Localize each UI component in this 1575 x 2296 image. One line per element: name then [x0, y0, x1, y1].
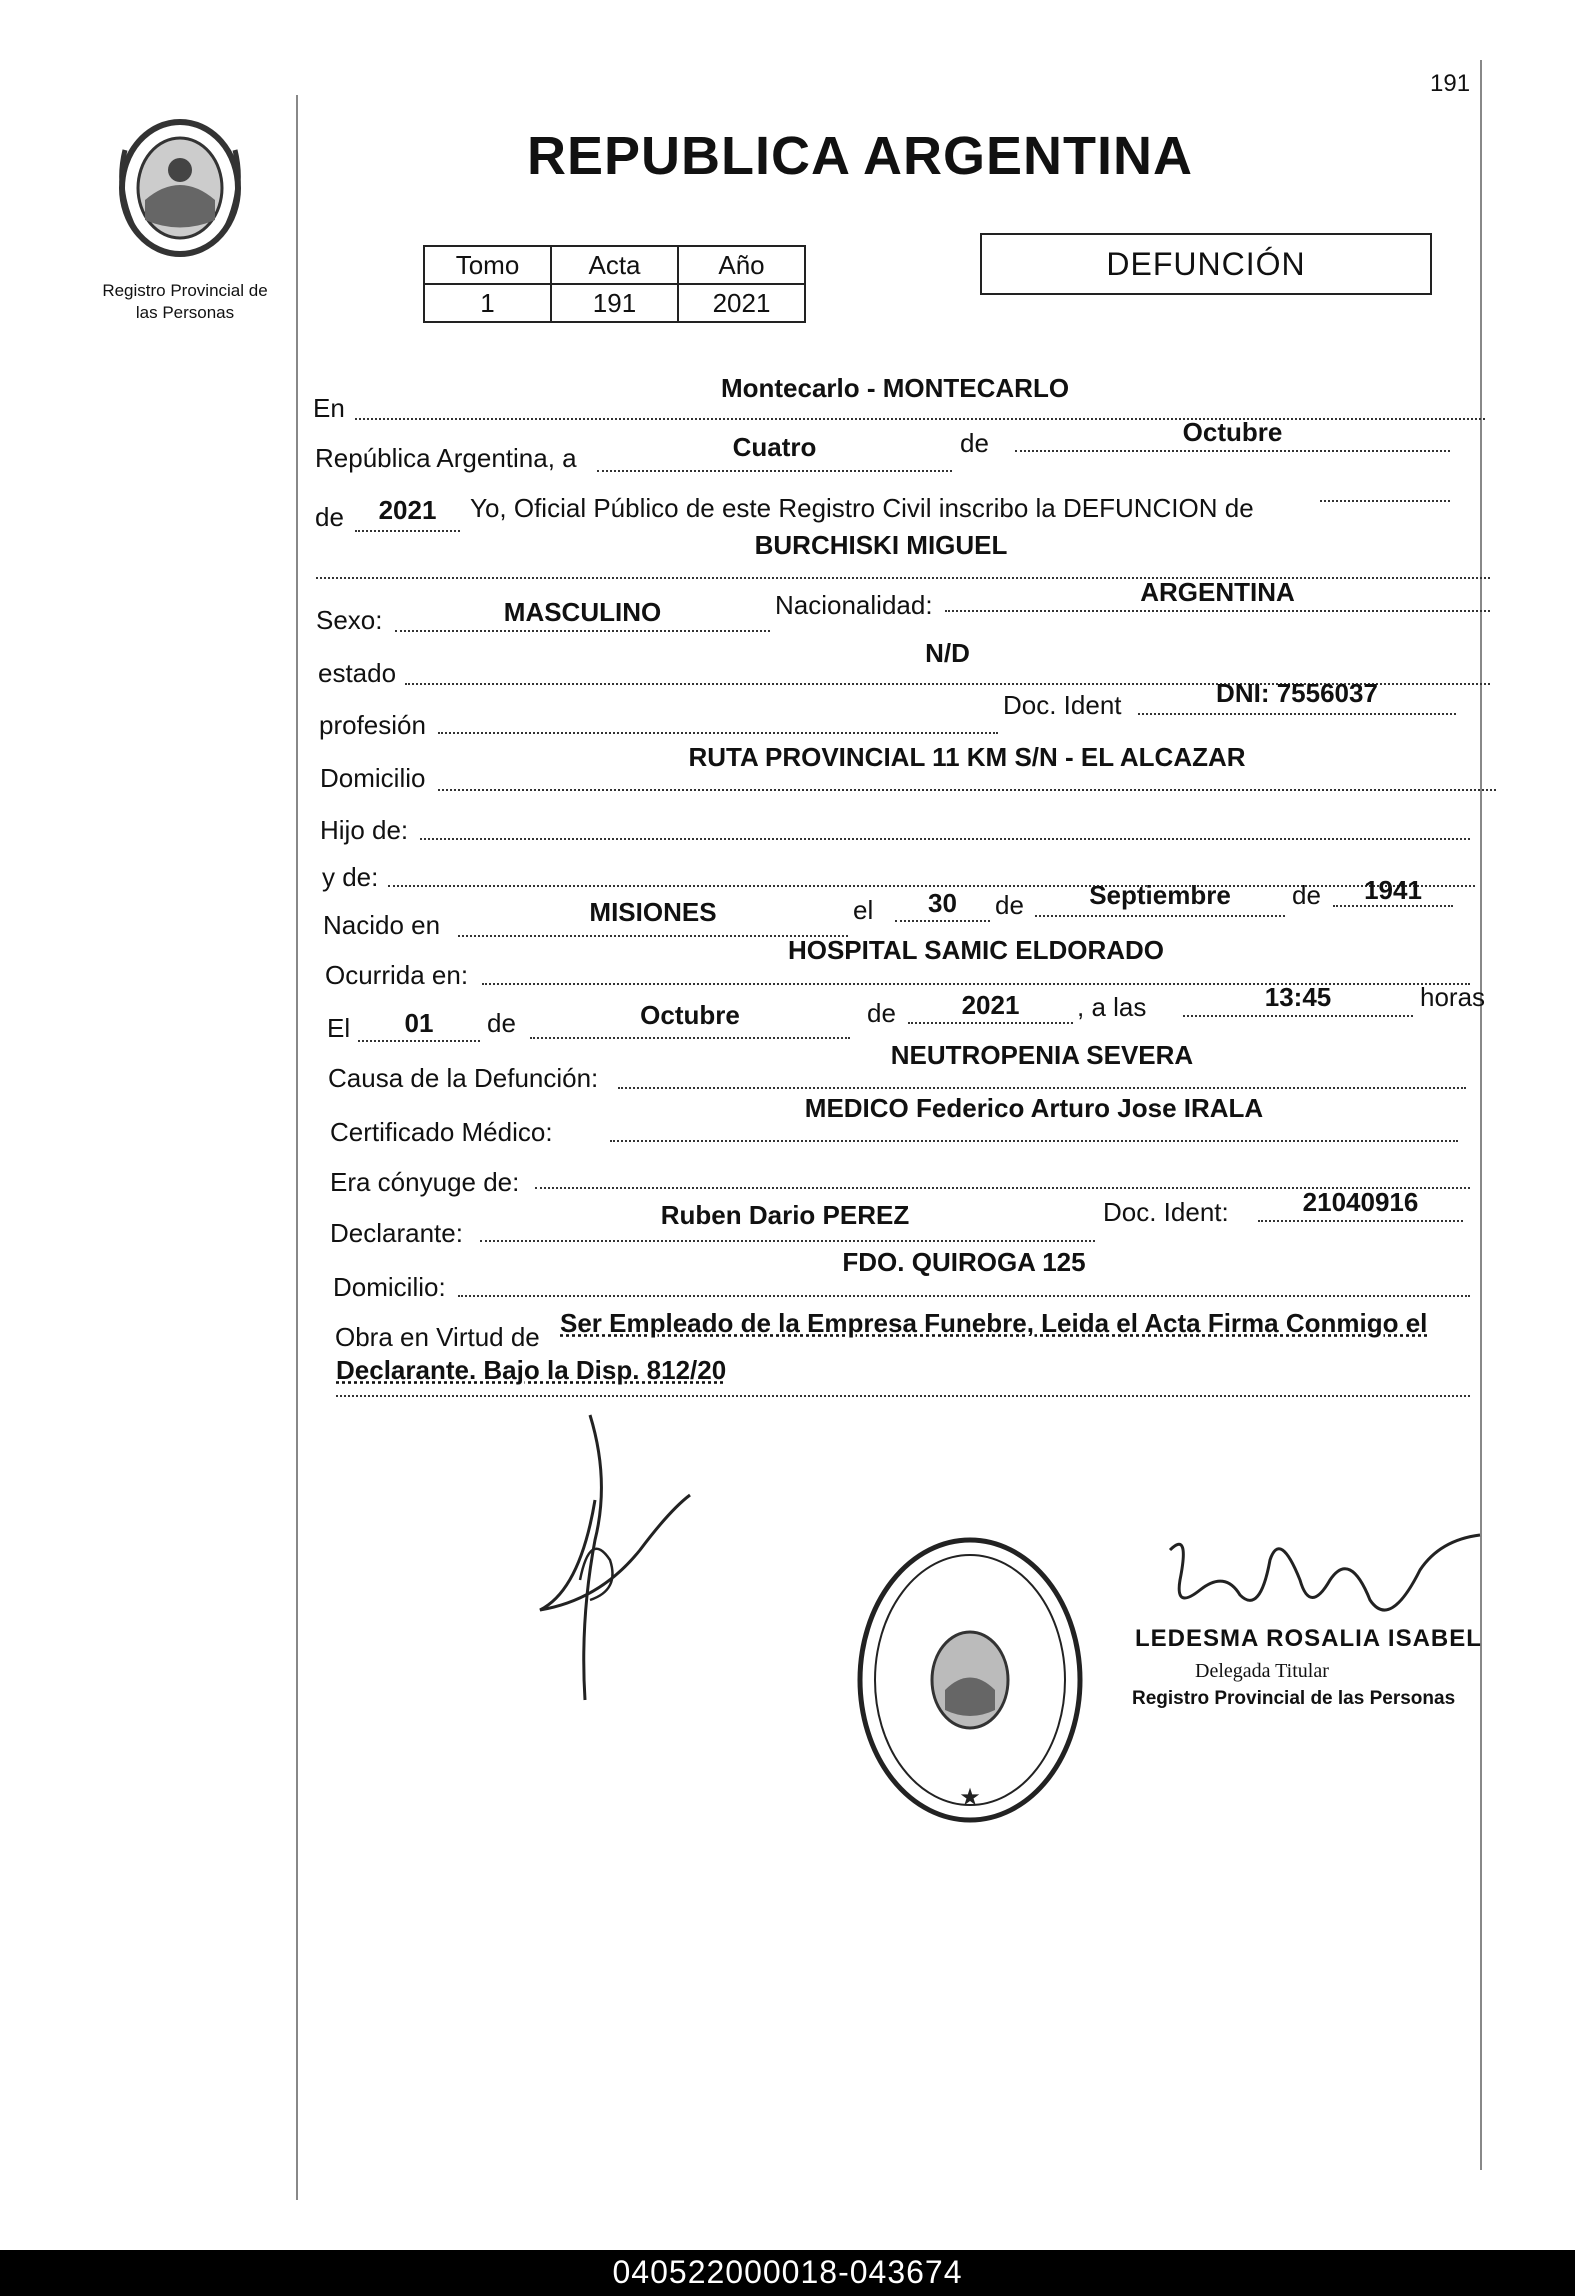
nacionalidad-line [945, 610, 1490, 612]
declarante-label: Declarante: [330, 1218, 463, 1248]
de-label-2: de [315, 502, 344, 532]
birth-month-line [1035, 915, 1285, 917]
nacionalidad-value: ARGENTINA [1140, 577, 1295, 607]
obra-label: Obra en Virtud de [335, 1322, 540, 1352]
official-stamp [850, 1530, 1090, 1830]
y-de-label: y de: [322, 862, 379, 892]
domicilio-line [438, 789, 1496, 791]
acta-value: 191 [551, 284, 678, 322]
profesion-label: profesión [319, 710, 426, 740]
death-time-value: 13:45 [1264, 982, 1332, 1012]
declarante-line [480, 1240, 1095, 1242]
day-line [597, 470, 952, 472]
record-table [423, 245, 806, 323]
en-label: En [313, 393, 345, 423]
domicilio2-value: FDO. QUIROGA 125 [842, 1247, 1086, 1277]
birth-month-value: Septiembre [1089, 880, 1231, 910]
right-border-line [1480, 60, 1482, 2170]
el-label: el [853, 895, 874, 925]
de-label-6: de [867, 998, 896, 1028]
de-label-3: de [995, 890, 1024, 920]
svg-text:★: ★ [959, 1784, 981, 1811]
causa-line [618, 1087, 1466, 1089]
a-las-label: , a las [1077, 992, 1147, 1022]
sexo-label: Sexo: [316, 605, 383, 635]
domicilio-label: Domicilio [320, 763, 426, 793]
certificado-line [610, 1140, 1458, 1142]
registry-caption [80, 280, 290, 324]
causa-label: Causa de la Defunción: [328, 1063, 599, 1093]
ocurrida-en-label: Ocurrida en: [325, 960, 469, 990]
record-table-header-row [424, 246, 805, 284]
death-day-value: 01 [404, 1008, 434, 1038]
hijo-de-line [420, 838, 1470, 840]
tomo-header: Tomo [424, 246, 551, 284]
registry-caption-line2: las Personas [135, 303, 235, 322]
declarant-signature [520, 1400, 720, 1720]
de-label-4: de [1292, 880, 1321, 910]
declarante-value: Ruben Dario PEREZ [660, 1200, 910, 1230]
official-text: Yo, Oficial Público de este Registro Civil inscribo la DEFUNCION de [470, 493, 1254, 523]
doc-ident-label: Doc. Ident [1003, 690, 1122, 720]
conyuge-label: Era cónyuge de: [330, 1167, 520, 1197]
page-number: 191 [1430, 70, 1471, 97]
day-word-value: Cuatro [732, 432, 817, 462]
hijo-de-label: Hijo de: [320, 815, 409, 845]
official-role: Delegada Titular [1195, 1660, 1329, 1682]
birth-year-value: 1941 [1364, 875, 1422, 905]
domicilio-value: RUTA PROVINCIAL 11 KM S/N - EL ALCAZAR [688, 742, 1246, 772]
registry-caption-line1: Registro Provincial de [102, 281, 268, 300]
domicilio2-line [458, 1295, 1470, 1297]
causa-value: NEUTROPENIA SEVERA [890, 1040, 1194, 1070]
declarante-doc-value: 21040916 [1302, 1187, 1419, 1217]
nacido-en-value: MISIONES [589, 897, 717, 927]
birth-day-value: 30 [928, 888, 957, 918]
certificado-label: Certificado Médico: [330, 1117, 553, 1147]
document-title: REPUBLICA ARGENTINA [527, 126, 1193, 186]
record-type-box: DEFUNCIÓN [980, 233, 1432, 295]
official-trail-line [1320, 500, 1450, 502]
obra-line1-value: Ser Empleado de la Empresa Funebre, Leida el Acta Firma Conmigo el [560, 1308, 1428, 1338]
republica-label: República Argentina, a [315, 443, 577, 473]
horas-label: horas [1420, 982, 1486, 1012]
nacido-en-label: Nacido en [323, 910, 441, 940]
year-value: 2021 [378, 495, 437, 525]
sexo-line [395, 630, 770, 632]
death-year-value: 2021 [961, 990, 1020, 1020]
birth-day-line [895, 920, 990, 922]
estado-value: N/D [925, 638, 970, 668]
official-name: LEDESMA ROSALIA ISABEL [1135, 1625, 1482, 1652]
sexo-value: MASCULINO [503, 597, 662, 627]
obra-line2-value: Declarante. Bajo la Disp. 812/20 [336, 1355, 727, 1385]
doc-ident-line [1138, 713, 1456, 715]
ocurrida-en-value: HOSPITAL SAMIC ELDORADO [787, 935, 1165, 965]
tomo-value: 1 [424, 284, 551, 322]
month-line [1015, 450, 1450, 452]
month-word-value: Octubre [1182, 417, 1283, 447]
domicilio2-label: Domicilio: [333, 1272, 446, 1302]
acta-header: Acta [551, 246, 678, 284]
anio-value: 2021 [678, 284, 805, 322]
death-month-value: Octubre [640, 1000, 740, 1030]
declarante-doc-label: Doc. Ident: [1103, 1197, 1229, 1227]
certificado-value: MEDICO Federico Arturo Jose IRALA [804, 1093, 1264, 1123]
death-year-line [908, 1022, 1073, 1024]
de-label-5: de [487, 1008, 516, 1038]
de-label-1: de [960, 428, 989, 458]
province-seal-logo [105, 110, 255, 260]
profesion-line [438, 732, 998, 734]
record-table-value-row [424, 284, 805, 322]
document-id: 040522000018-043674 [612, 2254, 963, 2290]
official-registry: Registro Provincial de las Personas [1132, 1688, 1456, 1709]
death-month-line [530, 1037, 850, 1039]
death-day-line [358, 1040, 480, 1042]
left-border-line [296, 95, 298, 2200]
estado-label: estado [318, 658, 397, 688]
death-time-line [1183, 1015, 1413, 1017]
declarante-doc-line [1258, 1220, 1463, 1222]
place-value: Montecarlo - MONTECARLO [720, 373, 1070, 403]
doc-ident-value: DNI: 7556037 [1216, 678, 1378, 708]
anio-header: Año [678, 246, 805, 284]
nacionalidad-label: Nacionalidad: [775, 590, 933, 620]
obra-closing-line [336, 1395, 1470, 1397]
el-cap-label: El [327, 1013, 351, 1043]
deceased-name-value: BURCHISKI MIGUEL [754, 530, 1008, 560]
